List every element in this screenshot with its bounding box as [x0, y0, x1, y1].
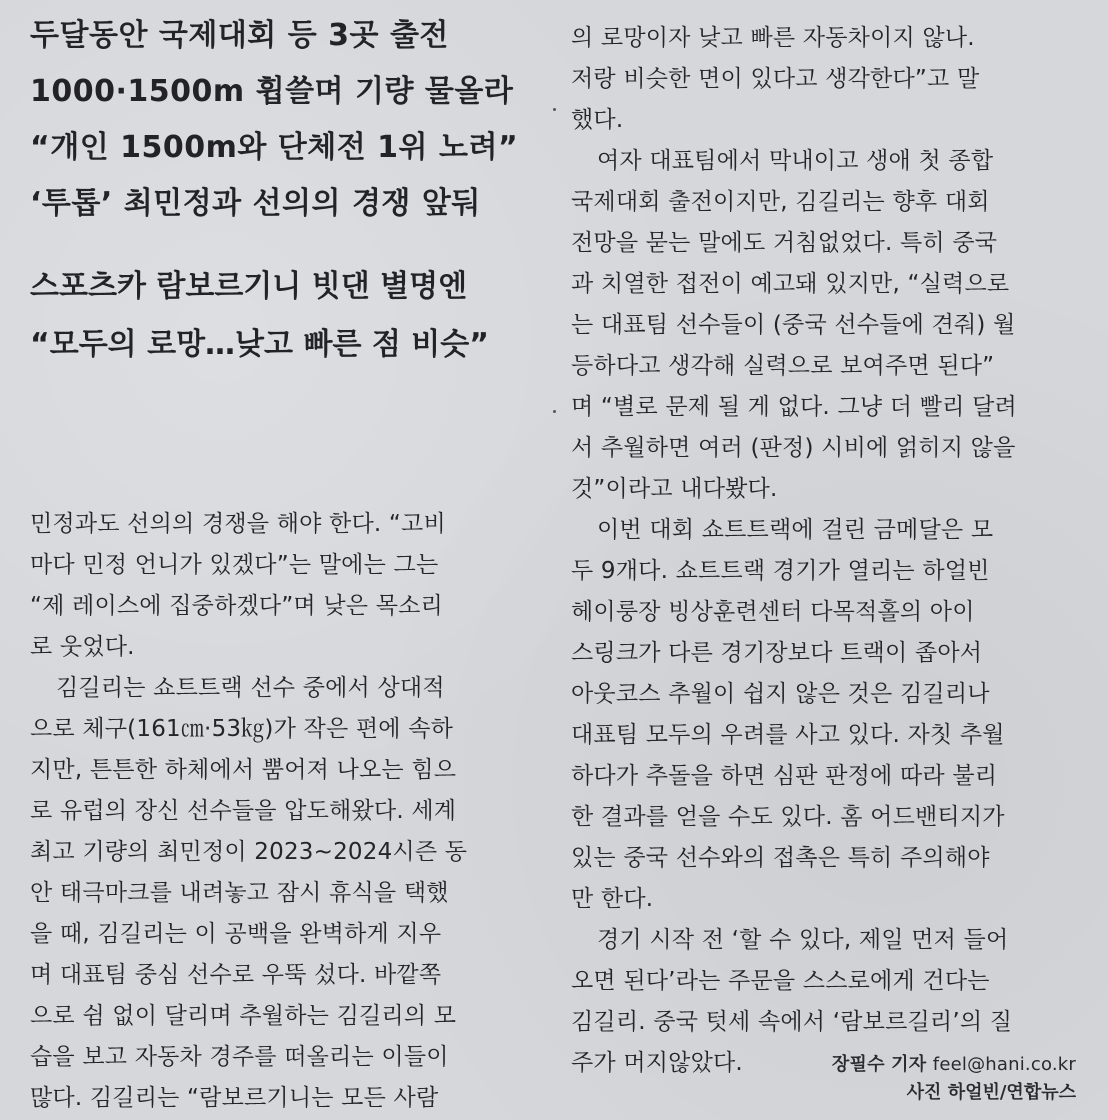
- headline-line: 1000·1500m 휩쓸며 기량 물올라: [30, 74, 514, 109]
- article-text-line: 것”이라고 내다봤다.: [571, 476, 778, 502]
- subheadline-line: 스포츠카 람보르기니 빗댄 별명엔: [30, 269, 468, 304]
- article-text-line: 등하다고 생각해 실력으로 보여주면 된다”: [571, 353, 995, 379]
- article-text-line: 많다. 김길리는 “람보르기니는 모든 사람: [30, 1085, 439, 1111]
- article-text-line: 경기 시작 전 ‘할 수 있다, 제일 먼저 들어: [597, 927, 1009, 953]
- headline-line: “개인 1500m와 단체전 1위 노려”: [30, 130, 519, 165]
- article-text-line: 두 9개다. 쇼트트랙 경기가 열리는 하얼빈: [571, 558, 990, 584]
- article-text-line: 을 때, 김길리는 이 공백을 완벽하게 지우: [30, 921, 442, 947]
- article-text-line: 로 웃었다.: [30, 634, 135, 660]
- margin-dot: [553, 108, 556, 111]
- article-text-line: 서 추월하면 여러 (판정) 시비에 얽히지 않을: [571, 435, 1016, 461]
- article-text-line: 헤이룽장 빙상훈련센터 다목적홀의 아이: [571, 599, 975, 625]
- article-last-line: 주가 머지않았다.: [571, 1050, 743, 1076]
- article-text-line: 김길리는 쇼트트랙 선수 중에서 상대적: [56, 675, 445, 701]
- article-text-line: 김길리. 중국 텃세 속에서 ‘람보르길리’의 질: [571, 1009, 1013, 1035]
- subheadline-line: “모두의 로망…낮고 빠른 점 비슷”: [30, 327, 489, 362]
- article-text-line: 최고 기량의 최민정이 2023~2024시즌 동: [30, 839, 468, 865]
- article-text-line: “제 레이스에 집중하겠다”며 낮은 목소리: [30, 593, 443, 619]
- article-text-line: 로 유럽의 장신 선수들을 압도해왔다. 세계: [30, 798, 457, 824]
- article-text-line: 의 로망이자 낮고 빠른 자동차이지 않나.: [571, 25, 975, 51]
- article-text-line: 한 결과를 얻을 수도 있다. 홈 어드밴티지가: [571, 804, 1005, 830]
- article-text-line: 며 “별로 문제 될 게 없다. 그냥 더 빨리 달려: [571, 394, 1017, 420]
- article-text-line: 스링크가 다른 경기장보다 트랙이 좁아서: [571, 640, 983, 666]
- article-text-line: 며 대표팀 중심 선수로 우뚝 섰다. 바깥쪽: [30, 962, 442, 988]
- reporter-name: 장필수 기자: [831, 1054, 927, 1075]
- article-text-line: 했다.: [571, 107, 624, 133]
- article-text-line: 지만, 튼튼한 하체에서 뿜어져 나오는 힘으: [30, 757, 457, 783]
- subheadline-block: [30, 258, 550, 374]
- article-text-line: 전망을 묻는 말에도 거침없었다. 특히 중국: [571, 230, 998, 256]
- photo-credit: 사진 하얼빈/연합뉴스: [906, 1082, 1076, 1103]
- article-text-line: 저랑 비슷한 면이 있다고 생각한다”고 말: [571, 66, 980, 92]
- article-text-line: 과 치열한 접전이 예고돼 있지만, “실력으로: [571, 271, 1010, 297]
- article-text-line: 오면 된다’라는 주문을 스스로에게 건다는: [571, 968, 990, 994]
- headline-line: ‘투톱’ 최민정과 선의의 경쟁 앞둬: [30, 186, 481, 221]
- margin-dot: [553, 410, 556, 413]
- article-text-line: 아웃코스 추월이 쉽지 않은 것은 김길리나: [571, 681, 990, 707]
- article-text-line: 대표팀 모두의 우려를 사고 있다. 자칫 추월: [571, 722, 1005, 748]
- article-text-line: 이번 대회 쇼트트랙에 걸린 금메달은 모: [597, 517, 994, 543]
- article-text-line: 마다 민정 언니가 있겠다”는 말에는 그는: [30, 552, 439, 578]
- article-text-line: 하다가 추돌을 하면 심판 판정에 따라 불리: [571, 763, 998, 789]
- headline-block: [30, 8, 550, 232]
- article-text-line: 습을 보고 자동차 경주를 떠올리는 이들이: [30, 1044, 449, 1070]
- article-column-left: [30, 504, 535, 1119]
- reporter-email: feel@hani.co.kr: [932, 1054, 1076, 1075]
- article-text-line: 만 한다.: [571, 886, 654, 912]
- article-column-right: [571, 18, 1076, 1084]
- article-text-line: 으로 체구(161㎝·53㎏)가 작은 편에 속하: [30, 716, 454, 742]
- article-text-line: 안 태극마크를 내려놓고 잠시 휴식을 택했: [30, 880, 449, 906]
- article-text-line: 민정과도 선의의 경쟁을 해야 한다. “고비: [30, 511, 446, 537]
- article-text-line: 국제대회 출전이지만, 김길리는 향후 대회: [571, 189, 990, 215]
- article-text-line: 있는 중국 선수와의 접촉은 특히 주의해야: [571, 845, 990, 871]
- article-text-line: 으로 쉼 없이 달리며 추월하는 김길리의 모: [30, 1003, 457, 1029]
- headline-line: 두달동안 국제대회 등 3곳 출전: [30, 18, 449, 53]
- article-text-line: 는 대표팀 선수들이 (중국 선수들에 견줘) 월: [571, 312, 1016, 338]
- article-text-line: 여자 대표팀에서 막내이고 생애 첫 종합: [597, 148, 994, 174]
